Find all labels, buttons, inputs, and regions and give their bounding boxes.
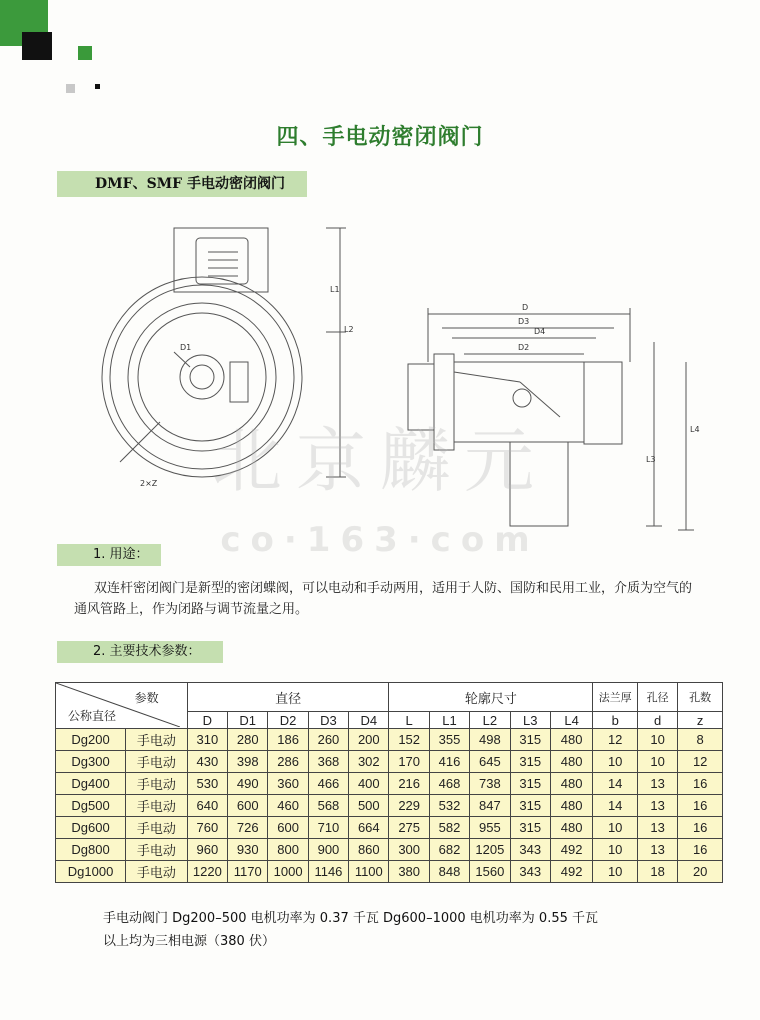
cell-value: 582 bbox=[429, 817, 469, 839]
cell-value: 1146 bbox=[308, 861, 348, 883]
corner-bottom-label: 公称直径 bbox=[68, 709, 117, 723]
decoration-square-dot bbox=[95, 84, 100, 89]
group-hole-count: 孔数 bbox=[678, 683, 723, 712]
cell-mode: 手电动 bbox=[126, 839, 188, 861]
cell-value: 200 bbox=[349, 729, 389, 751]
group-hole-dia: 孔径 bbox=[637, 683, 677, 712]
cell-value: 229 bbox=[389, 795, 429, 817]
cell-value: 10 bbox=[593, 817, 638, 839]
cell-value: 302 bbox=[349, 751, 389, 773]
column-header: L4 bbox=[550, 712, 592, 729]
cell-value: 12 bbox=[593, 729, 638, 751]
cell-nominal-diameter: Dg500 bbox=[56, 795, 126, 817]
column-header: z bbox=[678, 712, 723, 729]
label-L2: L2 bbox=[344, 325, 354, 334]
label-L3: L3 bbox=[646, 455, 656, 464]
cell-value: 468 bbox=[429, 773, 469, 795]
cell-value: 960 bbox=[187, 839, 227, 861]
table-row bbox=[56, 729, 723, 751]
cell-value: 1170 bbox=[228, 861, 268, 883]
section-title: DMF、SMF 手电动密闭阀门 bbox=[57, 171, 307, 197]
cell-value: 930 bbox=[228, 839, 268, 861]
cell-value: 645 bbox=[470, 751, 510, 773]
column-header: L2 bbox=[470, 712, 510, 729]
cell-mode: 手电动 bbox=[126, 773, 188, 795]
cell-value: 600 bbox=[268, 817, 308, 839]
column-header: d bbox=[637, 712, 677, 729]
column-header: L1 bbox=[429, 712, 469, 729]
note-voltage: 以上均为三相电源（380 伏） bbox=[103, 934, 275, 949]
cell-value: 14 bbox=[593, 795, 638, 817]
watermark-text: 北京麟元 bbox=[212, 420, 548, 502]
cell-value: 640 bbox=[187, 795, 227, 817]
cell-value: 500 bbox=[349, 795, 389, 817]
table-row bbox=[56, 773, 723, 795]
cell-mode: 手电动 bbox=[126, 861, 188, 883]
decoration-square-green bbox=[78, 46, 92, 60]
cell-value: 480 bbox=[550, 773, 592, 795]
label-D: D bbox=[522, 303, 529, 312]
cell-value: 315 bbox=[510, 817, 550, 839]
cell-value: 16 bbox=[678, 817, 723, 839]
table-group-header bbox=[56, 683, 723, 712]
cell-value: 13 bbox=[637, 817, 677, 839]
group-flange: 法兰厚 bbox=[593, 683, 638, 712]
cell-value: 398 bbox=[228, 751, 268, 773]
cell-value: 480 bbox=[550, 729, 592, 751]
cell-value: 726 bbox=[228, 817, 268, 839]
cell-value: 368 bbox=[308, 751, 348, 773]
group-diameter: 直径 bbox=[187, 683, 389, 712]
cell-value: 460 bbox=[268, 795, 308, 817]
cell-nominal-diameter: Dg1000 bbox=[56, 861, 126, 883]
cell-value: 14 bbox=[593, 773, 638, 795]
cell-value: 10 bbox=[593, 861, 638, 883]
cell-value: 760 bbox=[187, 817, 227, 839]
cell-value: 360 bbox=[268, 773, 308, 795]
cell-value: 847 bbox=[470, 795, 510, 817]
label-D2: D2 bbox=[518, 343, 530, 352]
cell-value: 315 bbox=[510, 729, 550, 751]
cell-nominal-diameter: Dg200 bbox=[56, 729, 126, 751]
cell-value: 480 bbox=[550, 817, 592, 839]
cell-value: 480 bbox=[550, 751, 592, 773]
cell-value: 10 bbox=[637, 751, 677, 773]
cell-value: 343 bbox=[510, 861, 550, 883]
table-row bbox=[56, 861, 723, 883]
decoration-square-gray bbox=[66, 84, 75, 93]
table-row bbox=[56, 839, 723, 861]
column-header: D2 bbox=[268, 712, 308, 729]
cell-value: 315 bbox=[510, 795, 550, 817]
column-header: L bbox=[389, 712, 429, 729]
cell-value: 300 bbox=[389, 839, 429, 861]
cell-value: 1560 bbox=[470, 861, 510, 883]
cell-value: 20 bbox=[678, 861, 723, 883]
cell-value: 955 bbox=[470, 817, 510, 839]
group-outline: 轮廓尺寸 bbox=[389, 683, 593, 712]
cell-value: 532 bbox=[429, 795, 469, 817]
cell-mode: 手电动 bbox=[126, 795, 188, 817]
cell-value: 1205 bbox=[470, 839, 510, 861]
cell-value: 498 bbox=[470, 729, 510, 751]
cell-value: 315 bbox=[510, 751, 550, 773]
page-title: 四、手电动密闭阀门 bbox=[276, 125, 484, 150]
cell-value: 682 bbox=[429, 839, 469, 861]
cell-nominal-diameter: Dg600 bbox=[56, 817, 126, 839]
cell-value: 400 bbox=[349, 773, 389, 795]
cell-value: 1220 bbox=[187, 861, 227, 883]
cell-value: 310 bbox=[187, 729, 227, 751]
cell-value: 16 bbox=[678, 839, 723, 861]
cell-value: 16 bbox=[678, 795, 723, 817]
corner-top-label: 参数 bbox=[134, 691, 159, 705]
cell-value: 16 bbox=[678, 773, 723, 795]
cell-mode: 手电动 bbox=[126, 729, 188, 751]
cell-value: 13 bbox=[637, 839, 677, 861]
label-2xZ: 2×Z bbox=[140, 479, 158, 488]
cell-mode: 手电动 bbox=[126, 817, 188, 839]
cell-value: 490 bbox=[228, 773, 268, 795]
cell-value: 480 bbox=[550, 795, 592, 817]
cell-nominal-diameter: Dg300 bbox=[56, 751, 126, 773]
label-D4: D4 bbox=[534, 327, 546, 336]
column-header: b bbox=[593, 712, 638, 729]
cell-value: 664 bbox=[349, 817, 389, 839]
cell-value: 10 bbox=[593, 839, 638, 861]
column-header: D1 bbox=[228, 712, 268, 729]
column-header: D3 bbox=[308, 712, 348, 729]
cell-value: 430 bbox=[187, 751, 227, 773]
cell-value: 186 bbox=[268, 729, 308, 751]
cell-value: 800 bbox=[268, 839, 308, 861]
cell-value: 416 bbox=[429, 751, 469, 773]
params-heading: 2. 主要技术参数： bbox=[57, 641, 223, 663]
cell-value: 1100 bbox=[349, 861, 389, 883]
corner-decoration-black bbox=[22, 32, 52, 60]
cell-mode: 手电动 bbox=[126, 751, 188, 773]
cell-value: 466 bbox=[308, 773, 348, 795]
label-D1: D1 bbox=[180, 343, 192, 352]
cell-value: 738 bbox=[470, 773, 510, 795]
cell-value: 1000 bbox=[268, 861, 308, 883]
cell-value: 492 bbox=[550, 839, 592, 861]
table-corner-cell bbox=[56, 683, 188, 729]
watermark-url: co·163·com bbox=[220, 520, 540, 560]
cell-value: 13 bbox=[637, 773, 677, 795]
cell-value: 8 bbox=[678, 729, 723, 751]
usage-heading: 1. 用途： bbox=[57, 544, 161, 566]
cell-value: 260 bbox=[308, 729, 348, 751]
column-header: D bbox=[187, 712, 227, 729]
cell-value: 492 bbox=[550, 861, 592, 883]
cell-value: 710 bbox=[308, 817, 348, 839]
cell-value: 10 bbox=[637, 729, 677, 751]
label-D3: D3 bbox=[518, 317, 530, 326]
cell-value: 170 bbox=[389, 751, 429, 773]
cell-value: 216 bbox=[389, 773, 429, 795]
cell-nominal-diameter: Dg800 bbox=[56, 839, 126, 861]
specs-table bbox=[55, 682, 723, 883]
cell-value: 848 bbox=[429, 861, 469, 883]
label-L4: L4 bbox=[690, 425, 700, 434]
cell-value: 380 bbox=[389, 861, 429, 883]
cell-value: 275 bbox=[389, 817, 429, 839]
table-row bbox=[56, 751, 723, 773]
cell-value: 600 bbox=[228, 795, 268, 817]
table-row bbox=[56, 817, 723, 839]
column-header: L3 bbox=[510, 712, 550, 729]
table-row bbox=[56, 795, 723, 817]
cell-value: 355 bbox=[429, 729, 469, 751]
note-power: 手电动阀门 Dg200–500 电机功率为 0.37 千瓦 Dg600–1000 电机功率为 0.55 千瓦 bbox=[103, 911, 598, 926]
cell-value: 286 bbox=[268, 751, 308, 773]
cell-value: 860 bbox=[349, 839, 389, 861]
cell-value: 343 bbox=[510, 839, 550, 861]
usage-text: 双连杆密闭阀门是新型的密闭蝶阀，可以电动和手动两用，适用于人防、国防和民用工业，介质为空气的通风管路上，作为闭路与调节流量之用。 bbox=[74, 581, 693, 617]
cell-value: 10 bbox=[593, 751, 638, 773]
cell-value: 12 bbox=[678, 751, 723, 773]
cell-value: 900 bbox=[308, 839, 348, 861]
cell-value: 530 bbox=[187, 773, 227, 795]
cell-nominal-diameter: Dg400 bbox=[56, 773, 126, 795]
cell-value: 18 bbox=[637, 861, 677, 883]
cell-value: 152 bbox=[389, 729, 429, 751]
column-header: D4 bbox=[349, 712, 389, 729]
cell-value: 568 bbox=[308, 795, 348, 817]
cell-value: 13 bbox=[637, 795, 677, 817]
cell-value: 315 bbox=[510, 773, 550, 795]
label-L1: L1 bbox=[330, 285, 340, 294]
cell-value: 280 bbox=[228, 729, 268, 751]
